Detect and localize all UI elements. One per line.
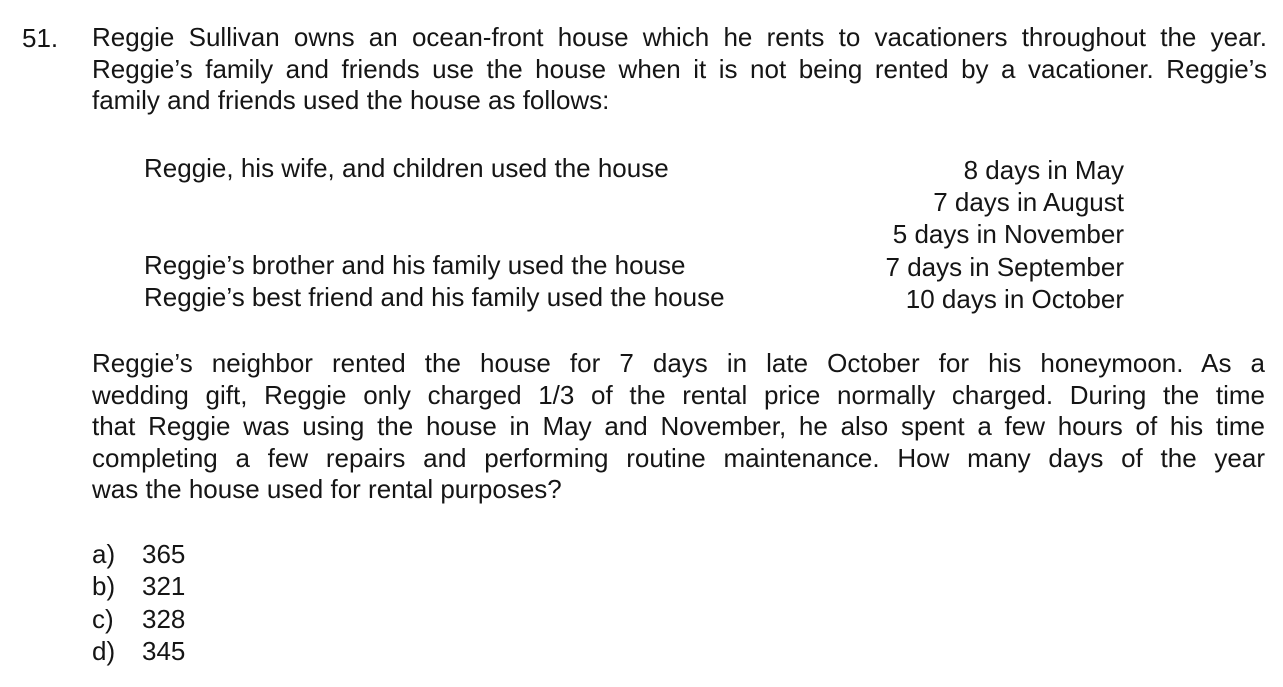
option-value: 321 [142,571,186,602]
paragraph-line: that Reggie was using the house in May and November, he also spent a few hours of his time [92,411,1265,441]
option-letter: b) [92,571,116,602]
answer-option-c[interactable] [92,603,185,635]
paragraph-line: was the house used for rental purposes? [92,474,562,504]
option-value: 345 [142,635,186,666]
paragraph-line: completing a few repairs and performing routine maintenance. How many days of the year [92,442,1265,473]
question-number: 51. [22,23,59,53]
intro-line: family and friends used the house as follows: [92,85,610,115]
option-letter: d) [92,635,116,666]
usage-row [144,216,1124,248]
usage-row [144,249,1124,281]
usage-when: 5 days in November [892,219,1124,250]
intro-line: Reggie’s family and friends use the house when it is not being rented by a vacationer. Reggie’s [92,53,1267,84]
usage-table [144,152,1124,313]
usage-when: 10 days in October [905,283,1124,314]
usage-who: Reggie’s brother and his family used the house [144,249,686,280]
option-letter: c) [92,603,114,634]
usage-row [144,281,1124,313]
option-value: 365 [142,539,186,569]
intro-line: Reggie Sullivan owns an ocean-front house which he rents to vacationers throughout the year. [92,22,1267,52]
answer-option-a[interactable] [92,538,185,570]
usage-when: 7 days in August [933,187,1124,218]
usage-when: 8 days in May [963,155,1124,185]
question-paragraph [92,348,1265,506]
answer-options [92,538,185,667]
option-letter: a) [92,539,116,569]
usage-who: Reggie’s best friend and his family used the house [144,281,725,312]
paragraph-line: wedding gift, Reggie only charged 1/3 of the rental price normally charged. During the time [92,379,1265,410]
usage-who: Reggie, his wife, and children used the house [144,153,669,183]
usage-row [144,184,1124,216]
answer-option-b[interactable] [92,570,185,602]
usage-row [144,152,1124,184]
paragraph-line: Reggie’s neighbor rented the house for 7 days in late October for his honeymoon. As a [92,348,1265,378]
question-intro [92,22,1267,117]
option-value: 328 [142,603,186,634]
usage-when: 7 days in September [885,251,1124,282]
answer-option-d[interactable] [92,635,185,667]
